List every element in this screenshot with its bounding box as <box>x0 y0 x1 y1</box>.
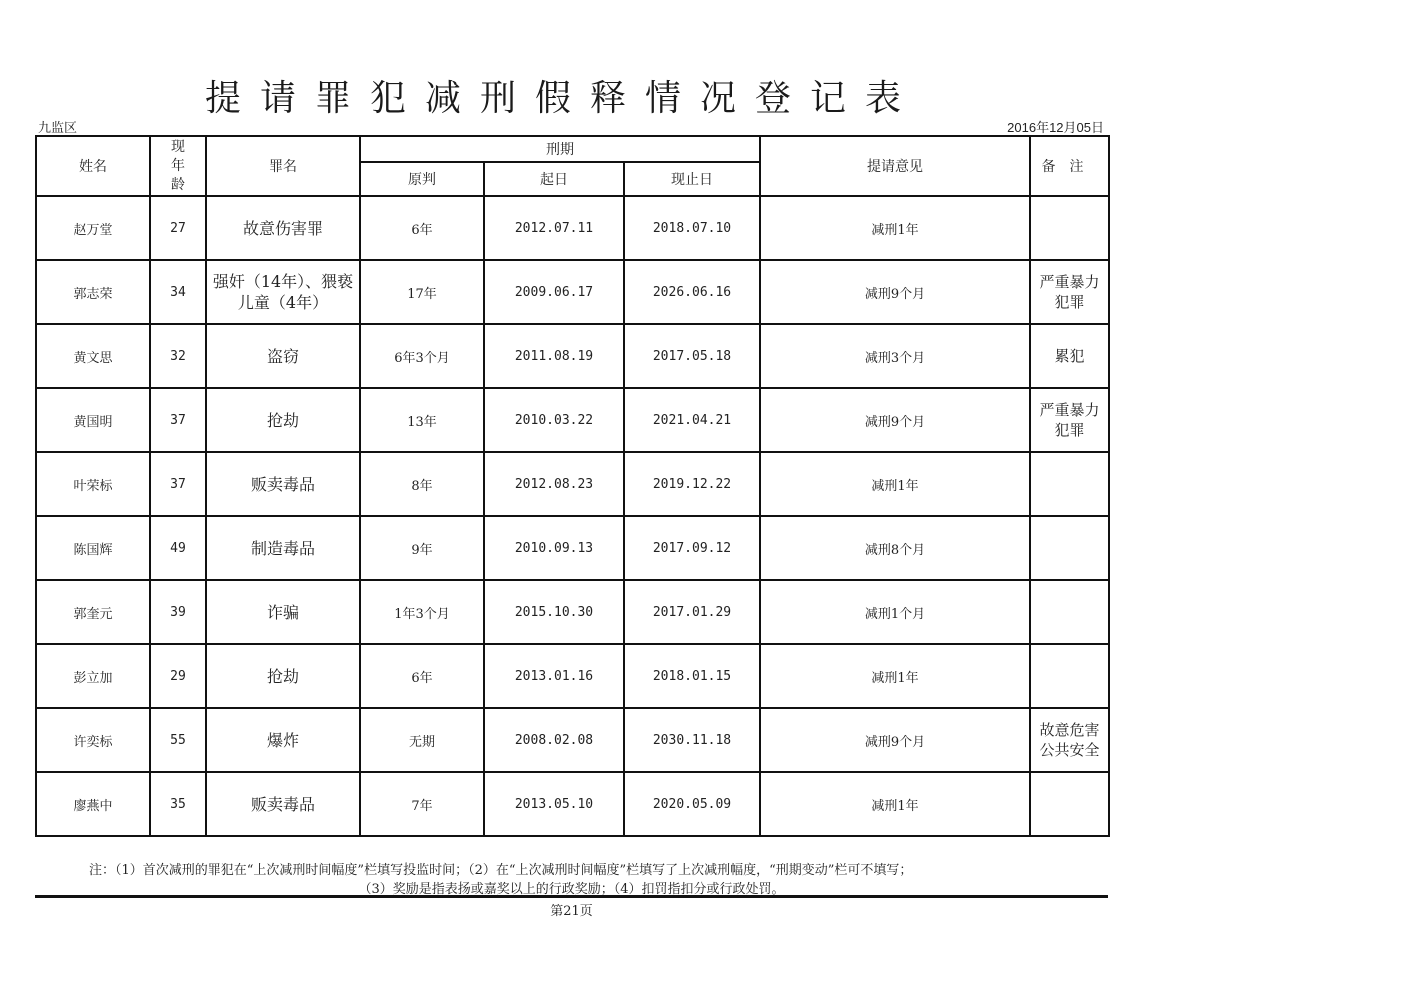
cell-original: 8年 <box>360 452 484 516</box>
cell-name: 黄国明 <box>36 388 150 452</box>
cell-end: 2018.01.15 <box>624 644 760 708</box>
cell-age: 32 <box>150 324 206 388</box>
cell-name: 郭志荣 <box>36 260 150 324</box>
cell-start: 2013.05.10 <box>484 772 624 836</box>
cell-opinion: 减刑3个月 <box>760 324 1030 388</box>
cell-original: 1年3个月 <box>360 580 484 644</box>
cell-age: 34 <box>150 260 206 324</box>
cell-age: 29 <box>150 644 206 708</box>
cell-original: 17年 <box>360 260 484 324</box>
header-original: 原判 <box>360 162 484 196</box>
page-number: 第21页 <box>550 904 593 919</box>
cell-opinion: 减刑1年 <box>760 452 1030 516</box>
table-row <box>36 708 1109 772</box>
cell-start: 2011.08.19 <box>484 324 624 388</box>
cell-remark <box>1030 772 1109 836</box>
cell-crime: 盗窃 <box>206 324 360 388</box>
cell-name: 陈国辉 <box>36 516 150 580</box>
table-row <box>36 196 1109 260</box>
cell-remark <box>1030 196 1109 260</box>
cell-original: 13年 <box>360 388 484 452</box>
table-row <box>36 452 1109 516</box>
header-opinion: 提请意见 <box>760 136 1030 196</box>
header-start: 起日 <box>484 162 624 196</box>
cell-crime: 贩卖毒品 <box>206 452 360 516</box>
cell-opinion: 减刑1年 <box>760 772 1030 836</box>
cell-crime: 贩卖毒品 <box>206 772 360 836</box>
cell-crime: 抢劫 <box>206 388 360 452</box>
cell-start: 2012.07.11 <box>484 196 624 260</box>
cell-original: 6年 <box>360 196 484 260</box>
cell-end: 2026.06.16 <box>624 260 760 324</box>
cell-end: 2017.05.18 <box>624 324 760 388</box>
cell-end: 2020.05.09 <box>624 772 760 836</box>
cell-opinion: 减刑1年 <box>760 196 1030 260</box>
cell-remark <box>1030 452 1109 516</box>
footnote <box>35 861 1108 899</box>
cell-opinion: 减刑9个月 <box>760 260 1030 324</box>
cell-age: 37 <box>150 388 206 452</box>
cell-age: 27 <box>150 196 206 260</box>
header-age <box>150 136 206 196</box>
cell-start: 2010.09.13 <box>484 516 624 580</box>
cell-name: 许奕标 <box>36 708 150 772</box>
cell-crime: 抢劫 <box>206 644 360 708</box>
cell-opinion: 减刑9个月 <box>760 708 1030 772</box>
cell-original: 9年 <box>360 516 484 580</box>
cell-age: 35 <box>150 772 206 836</box>
cell-end: 2017.01.29 <box>624 580 760 644</box>
cell-remark: 严重暴力犯罪 <box>1030 388 1109 452</box>
table-row <box>36 324 1109 388</box>
cell-crime: 诈骗 <box>206 580 360 644</box>
cell-end: 2018.07.10 <box>624 196 760 260</box>
cell-name: 郭奎元 <box>36 580 150 644</box>
cell-name: 赵万堂 <box>36 196 150 260</box>
table-row <box>36 260 1109 324</box>
cell-remark <box>1030 516 1109 580</box>
header-sentence: 刑期 <box>360 136 760 162</box>
table-row <box>36 644 1109 708</box>
table-body <box>36 196 1109 836</box>
cell-remark <box>1030 644 1109 708</box>
header-remark: 备注 <box>1030 136 1109 196</box>
cell-start: 2008.02.08 <box>484 708 624 772</box>
cell-remark: 严重暴力犯罪 <box>1030 260 1109 324</box>
table-row <box>36 772 1109 836</box>
cell-name: 叶荣标 <box>36 452 150 516</box>
header-end: 现止日 <box>624 162 760 196</box>
cell-name: 廖燕中 <box>36 772 150 836</box>
header-age-text: 现年龄 <box>171 138 185 193</box>
header-crime: 罪名 <box>206 136 360 196</box>
footnote-line-1: 注：（1）首次减刑的罪犯在“上次减刑时间幅度”栏填写投监时间；（2）在“上次减刑时间幅度”栏填写了上次减刑幅度，“刑期变动”栏可不填写； <box>89 863 913 878</box>
cell-end: 2021.04.21 <box>624 388 760 452</box>
department-label: 九监区 <box>38 121 78 136</box>
cell-name: 彭立加 <box>36 644 150 708</box>
cell-age: 37 <box>150 452 206 516</box>
cell-crime: 强奸（14年）、猥亵儿童（4年） <box>206 260 360 324</box>
cell-end: 2030.11.18 <box>624 708 760 772</box>
cell-end: 2019.12.22 <box>624 452 760 516</box>
cell-opinion: 减刑1年 <box>760 644 1030 708</box>
cell-start: 2009.06.17 <box>484 260 624 324</box>
cell-age: 49 <box>150 516 206 580</box>
cell-opinion: 减刑1个月 <box>760 580 1030 644</box>
cell-crime: 爆炸 <box>206 708 360 772</box>
cell-opinion: 减刑9个月 <box>760 388 1030 452</box>
cell-start: 2010.03.22 <box>484 388 624 452</box>
cell-name: 黄文思 <box>36 324 150 388</box>
cell-start: 2012.08.23 <box>484 452 624 516</box>
cell-start: 2015.10.30 <box>484 580 624 644</box>
bottom-rule <box>35 895 1108 898</box>
cell-age: 55 <box>150 708 206 772</box>
cell-remark: 故意危害公共安全 <box>1030 708 1109 772</box>
footnote-line-2: （3）奖励是指表扬或嘉奖以上的行政奖励；（4）扣罚指扣分或行政处罚。 <box>358 882 785 897</box>
cell-age: 39 <box>150 580 206 644</box>
cell-original: 7年 <box>360 772 484 836</box>
form-date: 2016年12月05日 <box>1007 120 1104 135</box>
register-table <box>35 135 1110 837</box>
cell-crime: 故意伤害罪 <box>206 196 360 260</box>
cell-start: 2013.01.16 <box>484 644 624 708</box>
table-row <box>36 388 1109 452</box>
cell-original: 6年3个月 <box>360 324 484 388</box>
cell-remark <box>1030 580 1109 644</box>
cell-original: 6年 <box>360 644 484 708</box>
cell-end: 2017.09.12 <box>624 516 760 580</box>
document-title: 提请罪犯减刑假释情况登记表 <box>205 78 921 119</box>
cell-original: 无期 <box>360 708 484 772</box>
table-row <box>36 580 1109 644</box>
table-row <box>36 516 1109 580</box>
cell-crime: 制造毒品 <box>206 516 360 580</box>
cell-opinion: 减刑8个月 <box>760 516 1030 580</box>
cell-remark: 累犯 <box>1030 324 1109 388</box>
header-name: 姓名 <box>36 136 150 196</box>
